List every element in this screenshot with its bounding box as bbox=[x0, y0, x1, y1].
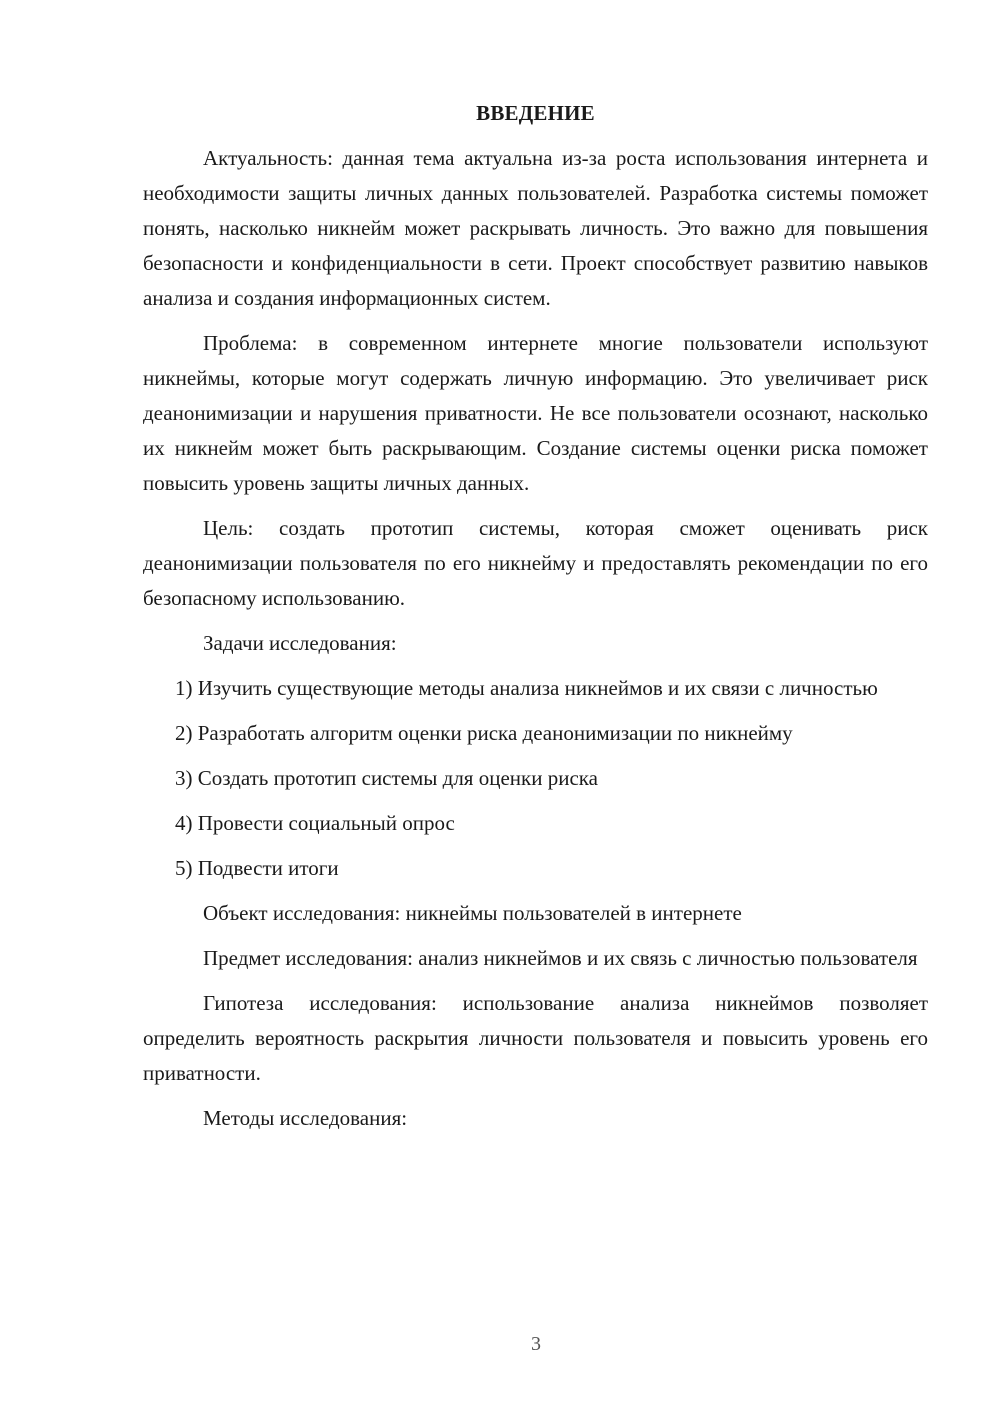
task-item-1: 1) Изучить существующие методы анализа никнеймов и их связи с личностью bbox=[175, 676, 878, 700]
paragraph-hypothesis: Гипотеза исследования: использование анализа никнеймов позволяет определить вероятность раскрытия личности пользователя и повысить уровень его приватности. bbox=[143, 991, 928, 1085]
paragraph-problem: Проблема: в современном интернете многие пользователи используют никнеймы, которые могут содержать личную информацию. Это увеличивает риск деанонимизации и нарушения приватности. Не все пользователи осознают, насколько их никнейм может быть раскрывающим. Создание системы оценки риска поможет повысить уровень защиты личных данных. bbox=[143, 331, 928, 495]
task-item-2: 2) Разработать алгоритм оценки риска деанонимизации по никнейму bbox=[175, 721, 793, 745]
task-item-3: 3) Создать прототип системы для оценки риска bbox=[175, 766, 598, 790]
paragraph-tasks-heading: Задачи исследования: bbox=[203, 631, 397, 655]
paragraph-relevance: Актуальность: данная тема актуальна из-за роста использования интернета и необходимости защиты личных данных пользователей. Разработка системы поможет понять, насколько никнейм может раскрывать личность. Это важно для повышения безопасности и конфиденциальности в сети. Проект способствует развитию навыков анализа и создания информационных систем. bbox=[143, 146, 928, 310]
paragraph-goal: Цель: создать прототип системы, которая сможет оценивать риск деанонимизации пользователя по его никнейму и предоставлять рекомендации по его безопасному использованию. bbox=[143, 516, 928, 610]
paragraph-object: Объект исследования: никнеймы пользователей в интернете bbox=[203, 901, 742, 925]
page-number: 3 bbox=[531, 1333, 541, 1355]
paragraph-methods: Методы исследования: bbox=[203, 1106, 408, 1130]
page-content bbox=[143, 96, 928, 1146]
section-title: ВВЕДЕНИЕ bbox=[476, 101, 595, 125]
task-item-5: 5) Подвести итоги bbox=[175, 856, 339, 880]
task-item-4: 4) Провести социальный опрос bbox=[175, 811, 455, 835]
paragraph-subject: Предмет исследования: анализ никнеймов и их связь с личностью пользователя bbox=[203, 946, 918, 970]
